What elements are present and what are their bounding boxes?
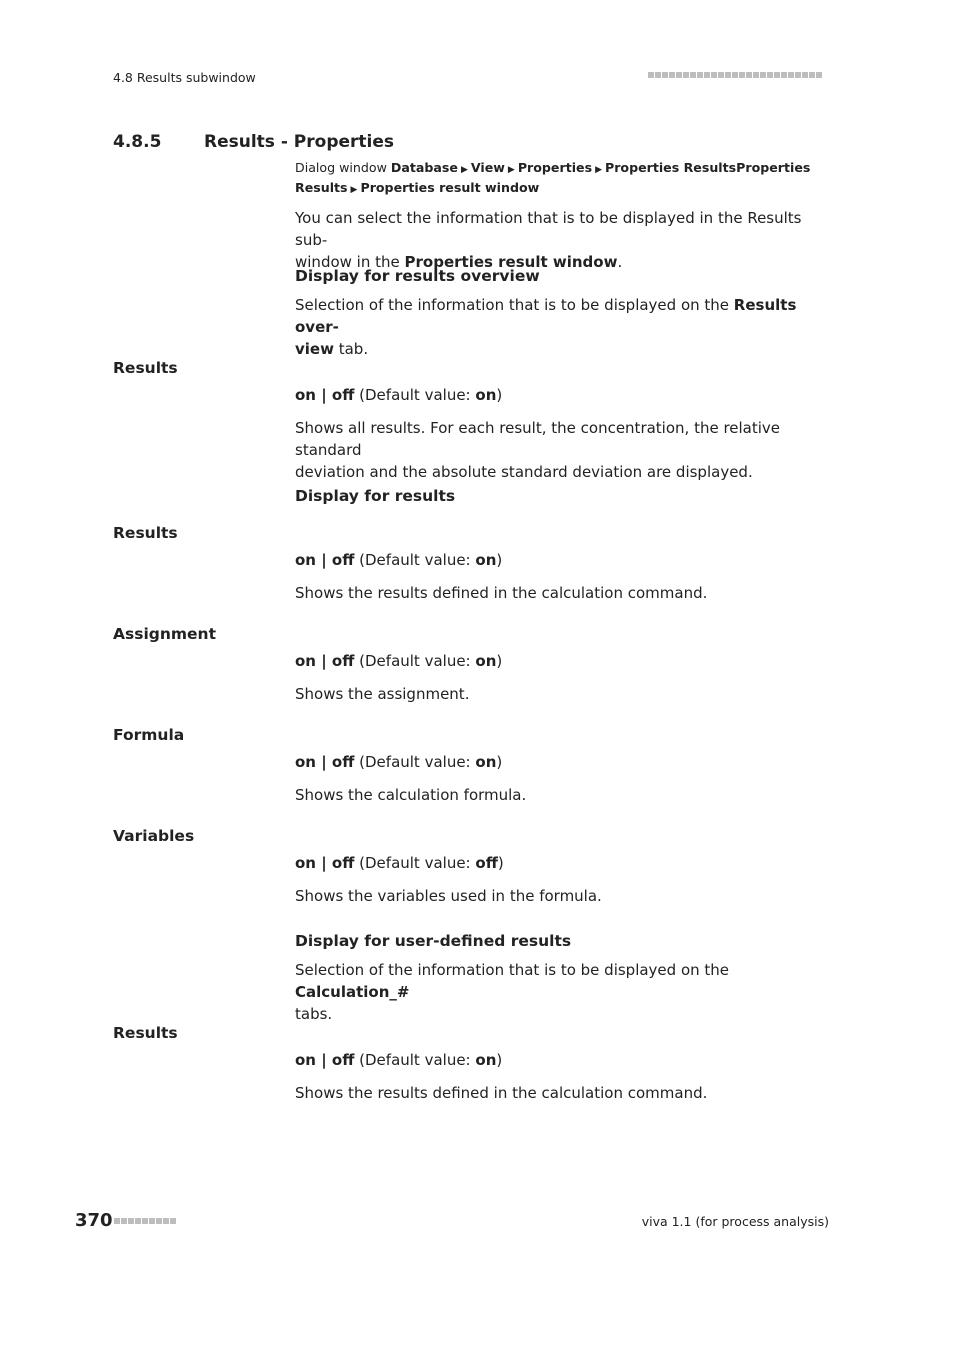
param-description: Shows the variables used in the formula. xyxy=(295,887,602,905)
text-fragment: on xyxy=(295,753,316,771)
param-options xyxy=(295,386,502,404)
default-value: on xyxy=(475,386,497,404)
text-fragment: view xyxy=(295,340,334,358)
subheading-results: Display for results xyxy=(295,487,456,505)
footer-product-name: viva 1.1 (for process analysis) xyxy=(641,1214,829,1229)
breadcrumb-item: Results xyxy=(295,180,348,195)
breadcrumb-arrow-icon: ▶ xyxy=(350,185,358,195)
text-fragment: ) xyxy=(496,386,503,404)
text-fragment: off xyxy=(331,854,355,872)
text-fragment: tabs. xyxy=(295,1005,333,1023)
text-fragment: | xyxy=(315,854,332,872)
text-fragment: Selection of the information that is to be displayed on the xyxy=(295,296,734,314)
param-label-assignment: Assignment xyxy=(113,625,216,643)
breadcrumb-item: Properties xyxy=(517,160,593,175)
breadcrumb-line-2 xyxy=(295,178,539,200)
text-fragment: . xyxy=(617,253,623,271)
text-fragment: ) xyxy=(496,551,503,569)
param-options xyxy=(295,652,502,670)
breadcrumb-arrow-icon: ▶ xyxy=(460,165,468,175)
default-value: on xyxy=(475,1051,497,1069)
intro-paragraph xyxy=(295,207,830,273)
text-fragment: off xyxy=(331,652,355,670)
param-options xyxy=(295,551,502,569)
text-fragment: on xyxy=(295,854,316,872)
param-label-formula: Formula xyxy=(113,726,185,744)
text-fragment: (Default value: xyxy=(354,854,476,872)
breadcrumb-item: View xyxy=(470,160,505,175)
param-description: Shows the results defined in the calculation command. xyxy=(295,1084,708,1102)
text-fragment: Calculation_# xyxy=(295,983,410,1001)
text-fragment: | xyxy=(315,753,332,771)
param-label-variables: Variables xyxy=(113,827,195,845)
text-fragment: You can select the information that is to be displayed in the Results sub- xyxy=(295,209,802,249)
breadcrumb-arrow-icon: ▶ xyxy=(595,165,602,175)
param-options xyxy=(295,1051,502,1069)
text-fragment: on xyxy=(295,386,316,404)
default-value: on xyxy=(475,753,497,771)
param-options xyxy=(295,753,502,771)
page-number: 370 xyxy=(75,1210,113,1231)
param-options xyxy=(295,854,504,872)
text-fragment: off xyxy=(331,1051,355,1069)
subheading-user-defined-results: Display for user-defined results xyxy=(295,932,572,950)
text-fragment: off xyxy=(331,386,355,404)
default-value: on xyxy=(475,652,497,670)
text-fragment: off xyxy=(331,753,355,771)
text-fragment: ) xyxy=(497,854,504,872)
text-fragment: (Default value: xyxy=(354,386,476,404)
text-fragment: on xyxy=(295,652,316,670)
param-label-user-results: Results xyxy=(113,1024,178,1042)
text-fragment: | xyxy=(315,386,332,404)
breadcrumb-prefix: Dialog window xyxy=(295,160,387,175)
text-fragment: on xyxy=(295,551,316,569)
text-fragment: window in the xyxy=(295,253,405,271)
text-fragment: ) xyxy=(496,1051,503,1069)
subheading-results-overview: Display for results overview xyxy=(295,267,540,285)
text-fragment: ) xyxy=(496,652,503,670)
text-fragment: (Default value: xyxy=(354,551,476,569)
breadcrumb-item: Properties result window xyxy=(360,180,540,195)
footer-decoration-dots xyxy=(114,1218,177,1224)
text-fragment: ) xyxy=(496,753,503,771)
param-description xyxy=(295,417,830,483)
section-number: 4.8.5 xyxy=(113,132,162,152)
default-value: on xyxy=(475,551,497,569)
user-defined-description xyxy=(295,959,830,1025)
text-fragment: off xyxy=(331,551,355,569)
breadcrumb-item: Database xyxy=(390,160,458,175)
section-title: Results - Properties xyxy=(204,132,395,152)
text-fragment: | xyxy=(315,652,332,670)
breadcrumb-item: Properties ResultsProperties xyxy=(604,160,811,175)
breadcrumb-arrow-icon: ▶ xyxy=(507,165,515,175)
text-fragment: | xyxy=(315,1051,332,1069)
param-label-results: Results xyxy=(113,524,178,542)
header-decoration-dots xyxy=(648,72,823,78)
overview-description xyxy=(295,294,830,360)
param-description: Shows the assignment. xyxy=(295,685,470,703)
text-fragment: (Default value: xyxy=(354,1051,476,1069)
text-fragment: | xyxy=(315,551,332,569)
default-value: off xyxy=(475,854,498,872)
text-fragment: deviation and the absolute standard deviation are displayed. xyxy=(295,463,753,481)
param-description: Shows the calculation formula. xyxy=(295,786,527,804)
text-fragment: Properties result window xyxy=(404,253,618,271)
param-description: Shows the results defined in the calculation command. xyxy=(295,584,708,602)
text-fragment: tab. xyxy=(333,340,369,358)
text-fragment: Shows all results. For each result, the concentration, the relative standard xyxy=(295,419,781,459)
param-label-overview-results: Results xyxy=(113,359,178,377)
text-fragment: Results over- xyxy=(295,296,797,336)
text-fragment: (Default value: xyxy=(354,753,476,771)
text-fragment: Selection of the information that is to be displayed on the xyxy=(295,961,730,979)
text-fragment: on xyxy=(295,1051,316,1069)
text-fragment: (Default value: xyxy=(354,652,476,670)
breadcrumb xyxy=(295,158,810,180)
running-header-section: 4.8 Results subwindow xyxy=(113,70,256,85)
